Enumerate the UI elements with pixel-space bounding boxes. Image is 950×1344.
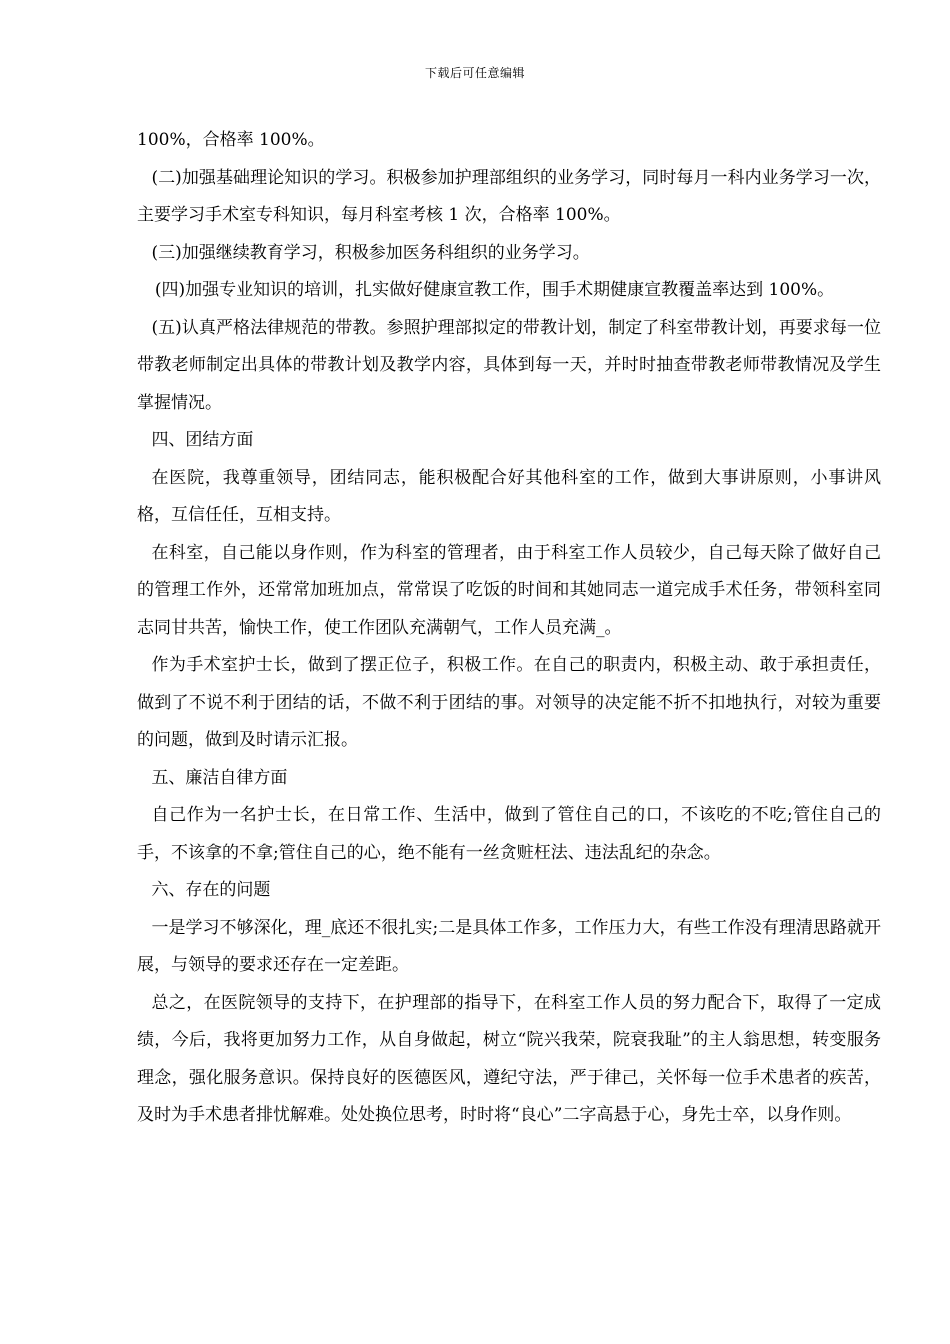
paragraph-1: 100%，合格率 100%。 — [137, 130, 325, 150]
paragraph-9: 作为手术室护士长，做到了摆正位子，积极工作。在自己的职责内，积极主动、敢于承担责任，做到了不说不利于团结的话，不做不利于团结的事。对领导的决定能不折不扣地执行，对较为重要的问题，做到及时请示汇报。 — [137, 655, 881, 750]
document-body — [137, 122, 881, 1135]
paragraph-5: (五)认真严格法律规范的带教。参照护理部拟定的带教计划，制定了科室带教计划，再要求每一位带教老师制定出具体的带教计划及教学内容，具体到每一天，并时时抽查带教老师带教情况及学生掌握情况。 — [137, 317, 881, 413]
paragraph-14: 总之，在医院领导的支持下，在护理部的指导下，在科室工作人员的努力配合下，取得了一定成绩，今后，我将更加努力工作，从自身做起，树立“院兴我荣，院衰我耻”的主人翁思想，转变服务理念，强化服务意识。保持良好的医德医风，遵纪守法，严于律己，关怀每一位手术患者的疾苦，及时为手术患者排忧解难。处处换位思考，时时将“良心”二字高悬于心，身先士卒，以身作则。 — [137, 992, 881, 1125]
paragraph-7: 在医院，我尊重领导，团结同志，能积极配合好其他科室的工作，做到大事讲原则，小事讲风格，互信任任，互相支持。 — [137, 467, 881, 525]
section-heading-unity: 四、团结方面 — [151, 430, 254, 450]
page-header: 下载后可任意编辑 — [424, 66, 525, 80]
paragraph-11: 自己作为一名护士长，在日常工作、生活中，做到了管住自己的口，不该吃的不吃;管住自己的手，不该拿的不拿;管住自己的心，绝不能有一丝贪赃枉法、违法乱纪的杂念。 — [137, 805, 881, 863]
paragraph-4: (四)加强专业知识的培训，扎实做好健康宣教工作，围手术期健康宣教覆盖率达到 100%。 — [154, 280, 835, 300]
paragraph-2: (二)加强基础理论知识的学习。积极参加护理部组织的业务学习，同时每月一科内业务学习一次，主要学习手术室专科知识，每月科室考核 1 次，合格率 100%。 — [137, 167, 881, 225]
paragraph-13: 一是学习不够深化，理_底还不很扎实;二是具体工作多，工作压力大，有些工作没有理清思路就开展，与领导的要求还存在一定差距。 — [137, 917, 881, 975]
paragraph-8: 在科室，自己能以身作则，作为科室的管理者，由于科室工作人员较少，自己每天除了做好自己的管理工作外，还常常加班加点，常常误了吃饭的时间和其她同志一道完成手术任务，带领科室同志同甘共苦，愉快工作，使工作团队充满朝气，工作人员充满_。 — [137, 542, 881, 638]
section-heading-integrity: 五、廉洁自律方面 — [151, 767, 288, 788]
section-heading-problems: 六、存在的问题 — [151, 880, 271, 900]
paragraph-3: (三)加强继续教育学习，积极参加医务科组织的业务学习。 — [151, 242, 590, 263]
